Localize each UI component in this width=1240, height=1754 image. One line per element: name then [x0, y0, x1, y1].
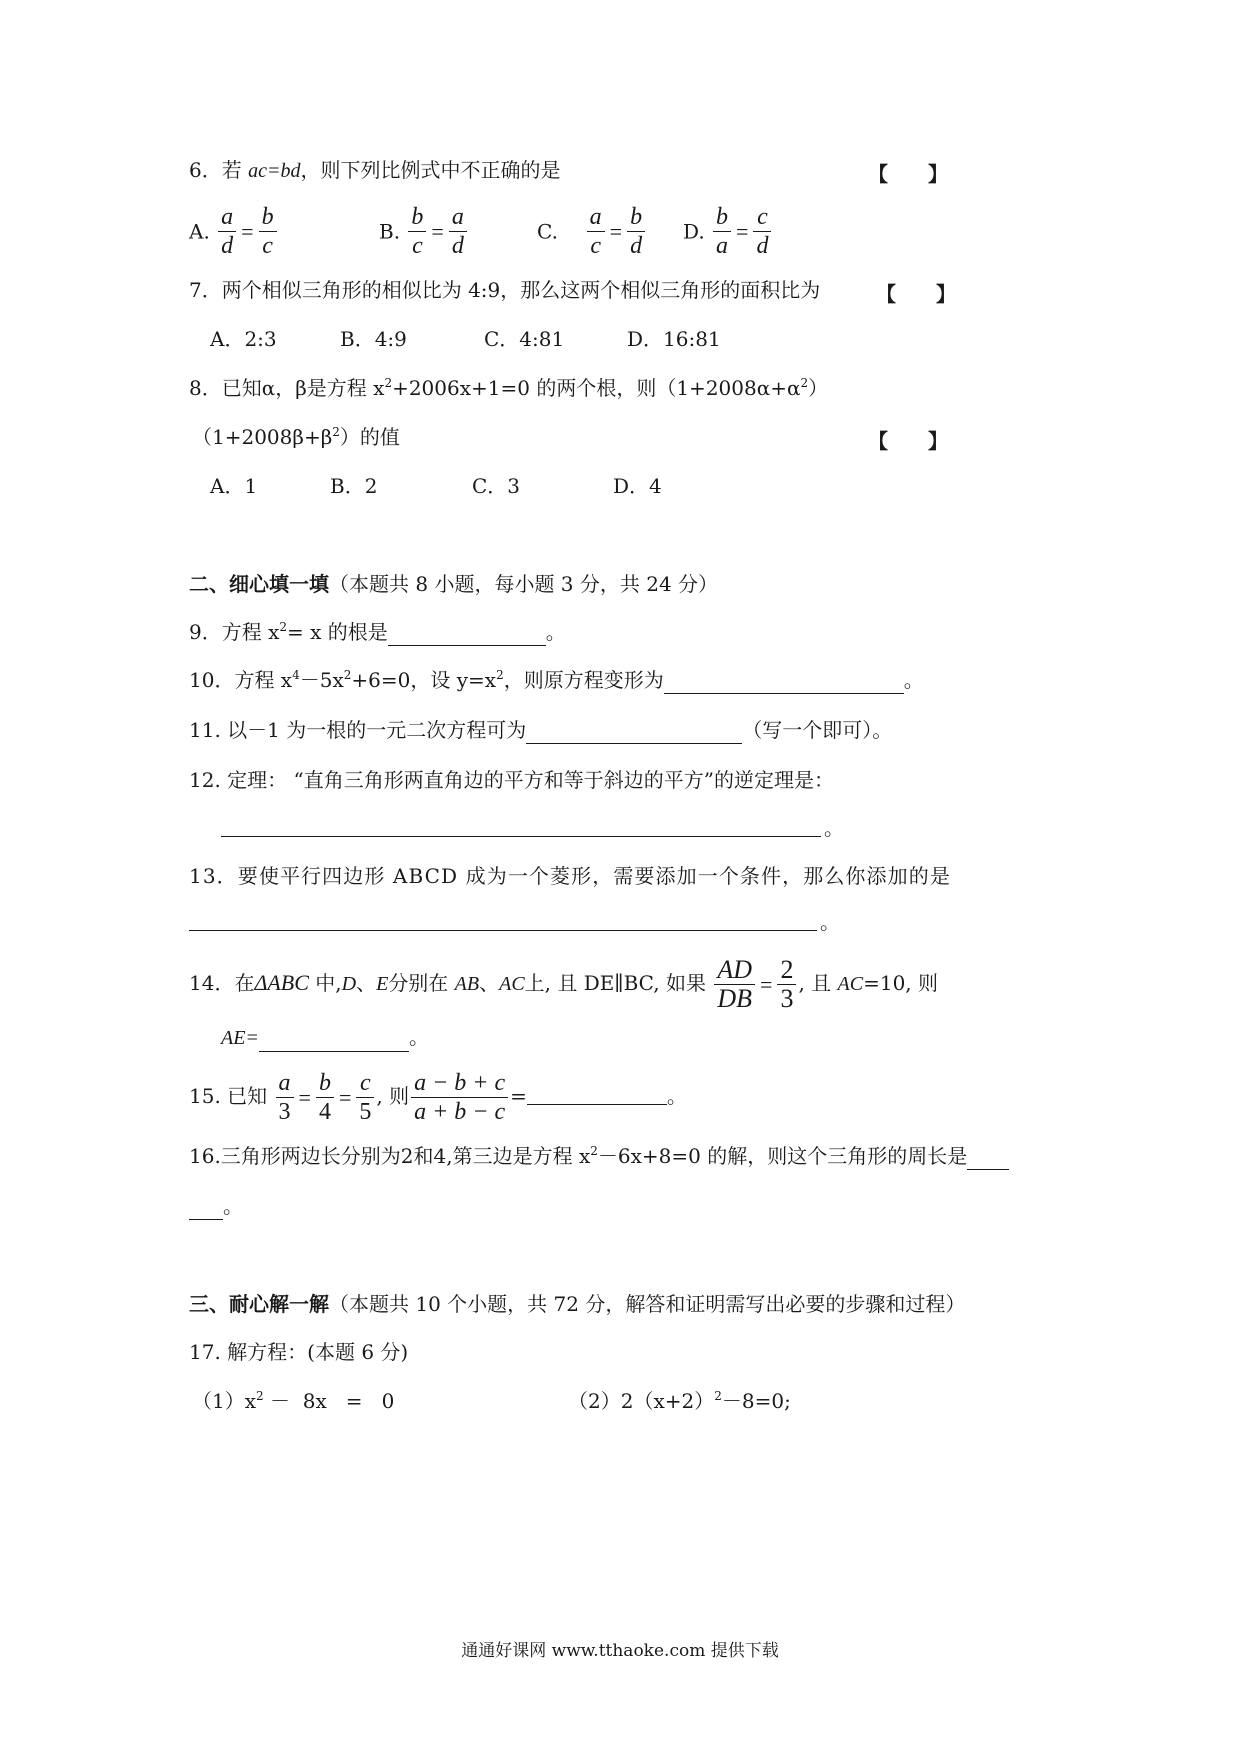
q7-answer-bracket: 【 】 [876, 282, 956, 306]
q15: 15. 已知 $\frac{a}{3}$ = $\frac{b}{4}$ = $\frac{c}{5}$ , 则 $\frac{a - b + c}{a + b - c}$ = 。 [189, 1070, 687, 1125]
section2-title: 二、细心填一填 [189, 572, 329, 596]
q15-answer-blank[interactable] [527, 1090, 667, 1105]
fraction-2-3: $\frac{2}{3}$ [777, 956, 796, 1013]
q8-option-c: C．3 [472, 474, 521, 498]
section3-title: 三、耐心解一解 [189, 1292, 329, 1316]
fraction: $\frac{b}{a}$ [713, 203, 731, 260]
q16-answer-blank[interactable] [967, 1147, 1009, 1170]
fraction: $\frac{c}{5}$ [356, 1069, 374, 1126]
fraction: $\frac{a}{d}$ [449, 203, 467, 260]
fraction-ad-db: $\frac{AD}{DB}$ [714, 956, 755, 1013]
fraction: $\frac{c}{d}$ [753, 203, 771, 260]
fraction: $\frac{a}{d}$ [218, 203, 236, 260]
page-footer: 通通好课网 www.tthaoke.com 提供下载 [461, 1641, 779, 1661]
q10-answer-blank[interactable] [664, 671, 904, 694]
q7-option-d: D．16:81 [627, 327, 721, 351]
q14: 14．在ΔABC 中,D、E分别在 AB、AC上, 且 DE∥BC, 如果 $\frac{AD}{DB}$ = $\frac{2}{3}$ , 且 AC=10, 则 [189, 955, 939, 1013]
q14-answer-blank[interactable] [259, 1029, 409, 1052]
q7-option-c: C．4:81 [484, 327, 565, 351]
q10: 10．方程 $x^4-5x^2+6=0$，设 $y=x^2$，则原方程变形为 。 [189, 668, 924, 692]
q12: 12. 定理： “直角三角形两直角边的平方和等于斜边的平方”的逆定理是： [189, 768, 834, 792]
fraction: $\frac{b}{c}$ [259, 203, 277, 260]
q6-answer-bracket: 【 】 [868, 162, 948, 186]
q17-part2: $(2)2(x+2)^2-8=0$; [568, 1389, 791, 1413]
q14-ae: AE= 。 [221, 1023, 429, 1052]
q16-continued: 。 [189, 1192, 243, 1220]
q6-option-b: B. $\frac{b}{c}$ = $\frac{a}{d}$ [379, 203, 469, 260]
q6-stem: 6．若 ac=bd，则下列比例式中不正确的是 [189, 158, 561, 182]
q12-answer-line[interactable] [221, 836, 821, 837]
q6-ac-bd: ac=bd [248, 160, 301, 182]
q13-end: 。 [820, 910, 840, 934]
q7-stem: 7．两个相似三角形的相似比为 4:9，那么这两个相似三角形的面积比为 [189, 278, 821, 302]
section2-heading [189, 570, 718, 598]
fraction: $\frac{b}{4}$ [316, 1069, 334, 1126]
section3-note: （本题共 10 个小题，共 72 分，解答和证明需写出必要的步骤和过程） [329, 1292, 966, 1316]
q8-stem: 8．已知α，β是方程 $x^2+2006x+1=0$ 的两个根，则$(1+2008\alpha+\alpha^2)$ [189, 376, 829, 400]
fraction: $\frac{a - b + c}{a + b - c}$ [411, 1069, 508, 1126]
q8-answer-bracket: 【 】 [868, 429, 948, 453]
q13: 13．要使平行四边形 ABCD 成为一个菱形，需要添加一个条件，那么你添加的是 [189, 864, 951, 888]
q6-option-c: C. $\frac{a}{c}$ = $\frac{b}{d}$ [537, 203, 647, 260]
section3-heading [189, 1290, 965, 1318]
q16: 16.三角形两边长分别为2和4,第三边是方程 $x^2-6x+8=0$ 的解，则这个三角形的周长是 [189, 1142, 1009, 1170]
q7-option-b: B．4:9 [340, 327, 407, 351]
q17-part1: $(1)x^2 - 8x = 0$ [192, 1389, 395, 1413]
section2-note: （本题共 8 小题，每小题 3 分，共 24 分） [329, 572, 719, 596]
q9-answer-blank[interactable] [388, 623, 546, 646]
q8-stem-line2: $(1+2008\beta+\beta^2)$的值 [192, 425, 400, 449]
q11: 11. 以－1 为一根的一元二次方程可为 （写一个即可）。 [189, 718, 893, 742]
q6-option-a: A. $\frac{a}{d}$ = $\frac{b}{c}$ [189, 203, 279, 260]
fraction: $\frac{a}{c}$ [587, 203, 605, 260]
q9: 9．方程 $x^2= x$ 的根是 。 [189, 620, 566, 644]
q16-answer-blank-continued[interactable] [189, 1197, 223, 1220]
q17-stem: 17. 解方程：(本题 6 分) [189, 1340, 409, 1364]
q8-option-b: B．2 [330, 474, 378, 498]
fraction: $\frac{a}{3}$ [276, 1069, 294, 1126]
q6-option-d: D. $\frac{b}{a}$ = $\frac{c}{d}$ [683, 203, 773, 260]
q8-option-d: D．4 [613, 474, 662, 498]
fraction: $\frac{b}{c}$ [408, 203, 426, 260]
q8-option-a: A．1 [210, 474, 258, 498]
q11-answer-blank[interactable] [526, 721, 742, 744]
q13-answer-line[interactable] [189, 930, 817, 931]
q12-end: 。 [824, 816, 844, 840]
fraction: $\frac{b}{d}$ [627, 203, 645, 260]
q7-option-a: A．2:3 [210, 327, 277, 351]
triangle-abc: ΔABC [254, 970, 309, 995]
